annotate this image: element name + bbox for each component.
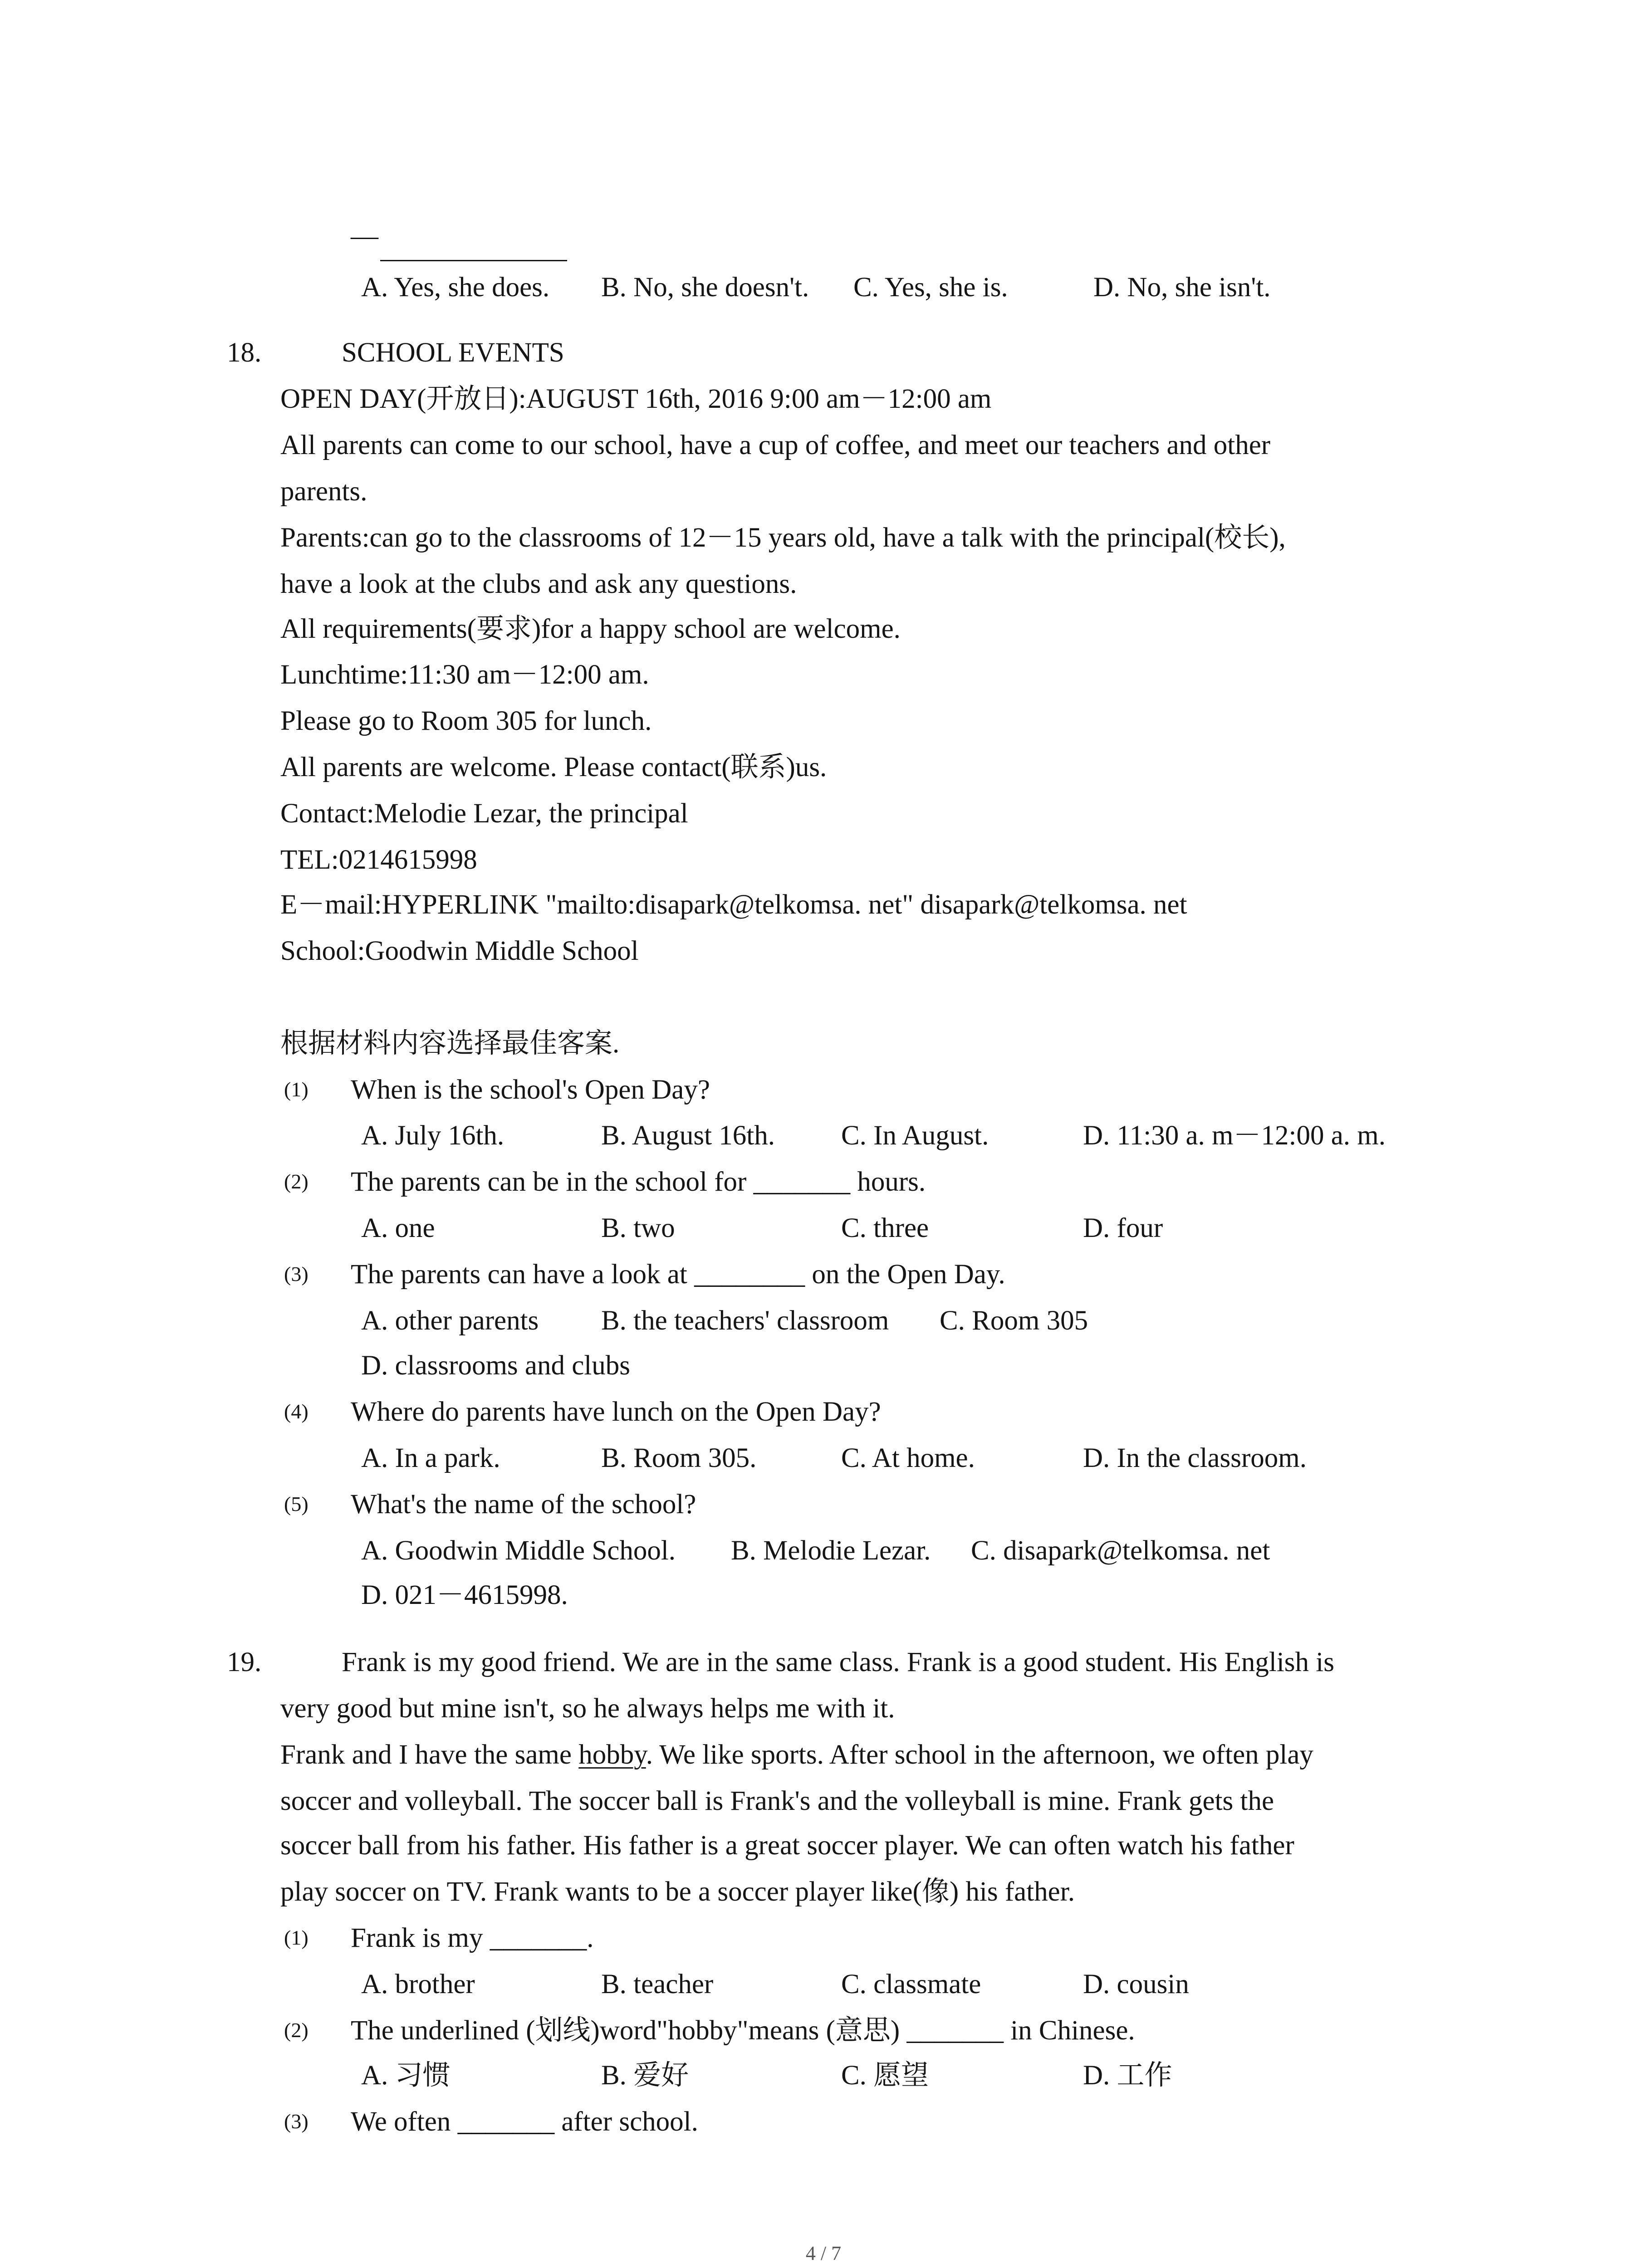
option-a: A. other parents (361, 1305, 539, 1336)
passage-text: Frank and I have the same (280, 1740, 579, 1770)
option-a: A. one (361, 1213, 435, 1243)
option-d: D. four (1083, 1213, 1163, 1243)
page-number: 4 / 7 (805, 2242, 842, 2264)
option-d: D. classrooms and clubs (361, 1350, 630, 1381)
sub-question-stem: We often _______ after school. (351, 2107, 698, 2137)
sub-question-number: (3) (284, 2110, 309, 2133)
sub-question-number: (4) (284, 1400, 309, 1423)
option-c: C. three (841, 1213, 929, 1243)
option-c: C. In August. (841, 1120, 989, 1151)
sub-question-stem: Frank is my _______. (351, 1923, 594, 1953)
option-b: B. 爱好 (601, 2060, 689, 2091)
passage-text: . We like sports. After school in the afternoon, we often play (646, 1740, 1313, 1770)
option-b: B. teacher (601, 1969, 714, 1999)
sub-question-number: (3) (284, 1262, 309, 1286)
option-b: B. the teachers' classroom (601, 1305, 889, 1336)
option-d: D. 工作 (1083, 2060, 1172, 2091)
option-d: D. cousin (1083, 1969, 1189, 1999)
underlined-word-hobby: hobby (578, 1740, 646, 1770)
option-c: C. Room 305 (940, 1305, 1088, 1336)
sub-question-stem: Where do parents have lunch on the Open Day? (351, 1397, 881, 1427)
option-c: C. classmate (841, 1969, 981, 1999)
sub-question-number: (2) (284, 2019, 309, 2042)
q19-passage-line: soccer and volleyball. The soccer ball is Frank's and the volleyball is mine. Frank gets the (280, 1786, 1274, 1816)
sub-question-stem: When is the school's Open Day? (351, 1075, 710, 1105)
q19-passage-line: play soccer on TV. Frank wants to be a soccer player like(像) his father. (280, 1877, 1075, 1907)
option-a: A. 习惯 (361, 2060, 451, 2091)
option-d: D. In the classroom. (1083, 1443, 1307, 1473)
q18-passage-line: OPEN DAY(开放日):AUGUST 16th, 2016 9:00 am－12:00 am (280, 384, 992, 414)
q18-passage-line: TEL:0214615998 (280, 845, 477, 875)
answer-blank-line (380, 260, 567, 261)
q19-passage-line (280, 1741, 1313, 1769)
q18-passage-line: Lunchtime:11:30 am－12:00 am. (280, 660, 649, 690)
q18-passage-line: All parents are welcome. Please contact(联系)us. (280, 752, 827, 782)
sub-question-stem: The parents can be in the school for _______ hours. (351, 1167, 926, 1197)
q19-passage-line: Frank is my good friend. We are in the same class. Frank is a good student. His English is (342, 1647, 1334, 1677)
sub-question-number: (1) (284, 1078, 309, 1101)
q18-passage-line: have a look at the clubs and ask any questions. (280, 569, 797, 599)
option-b: B. Room 305. (601, 1443, 757, 1473)
sub-question-stem: What's the name of the school? (351, 1489, 696, 1520)
option-c: C. disapark@telkomsa. net (971, 1535, 1270, 1566)
q18-passage-line: Parents:can go to the classrooms of 12－15 years old, have a talk with the principal(校长), (280, 523, 1286, 553)
q18-passage-line: School:Goodwin Middle School (280, 936, 639, 966)
option-c: C. At home. (841, 1443, 975, 1473)
q18-passage-line: E－mail:HYPERLINK "mailto:disapark@telkomsa. net" disapark@telkomsa. net (280, 890, 1187, 920)
answer-dash: — (351, 221, 378, 251)
option-a: A. July 16th. (361, 1120, 505, 1151)
option-b: B. two (601, 1213, 675, 1243)
option-a: A. brother (361, 1969, 475, 1999)
option-b: B. August 16th. (601, 1120, 775, 1151)
option-a: A. In a park. (361, 1443, 500, 1473)
prev-option-d: D. No, she isn't. (1093, 272, 1271, 303)
q18-instruction: 根据材料内容选择最佳客案. (280, 1028, 620, 1059)
sub-question-number: (5) (284, 1492, 309, 1515)
sub-question-number: (1) (284, 1926, 309, 1949)
option-d: D. 021－4615998. (361, 1580, 568, 1610)
option-b: B. Melodie Lezar. (731, 1535, 931, 1566)
q19-passage-line: very good but mine isn't, so he always helps me with it. (280, 1693, 895, 1724)
q18-passage-line: All requirements(要求)for a happy school are welcome. (280, 614, 901, 644)
question-number-19: 19. (227, 1647, 262, 1677)
option-d: D. 11:30 a. m－12:00 a. m. (1083, 1120, 1386, 1151)
sub-question-stem: The parents can have a look at ________ on the Open Day. (351, 1259, 1005, 1290)
q18-passage-line: parents. (280, 476, 367, 507)
option-a: A. Goodwin Middle School. (361, 1535, 676, 1566)
question-number-18: 18. (227, 337, 262, 368)
sub-question-stem: The underlined (划线)word"hobby"means (意思) _______ in Chinese. (351, 2015, 1135, 2046)
option-c: C. 愿望 (841, 2060, 929, 2091)
q18-passage-line: Please go to Room 305 for lunch. (280, 706, 652, 736)
prev-option-b: B. No, she doesn't. (601, 272, 809, 303)
sub-question-number: (2) (284, 1170, 309, 1193)
q18-passage-line: Contact:Melodie Lezar, the principal (280, 798, 688, 829)
q19-passage-line: soccer ball from his father. His father is a great soccer player. We can often watch his father (280, 1830, 1294, 1861)
prev-option-a: A. Yes, she does. (361, 272, 550, 303)
q18-title: SCHOOL EVENTS (342, 337, 564, 368)
prev-option-c: C. Yes, she is. (853, 272, 1008, 303)
q18-passage-line: All parents can come to our school, have a cup of coffee, and meet our teachers and other (280, 430, 1271, 460)
